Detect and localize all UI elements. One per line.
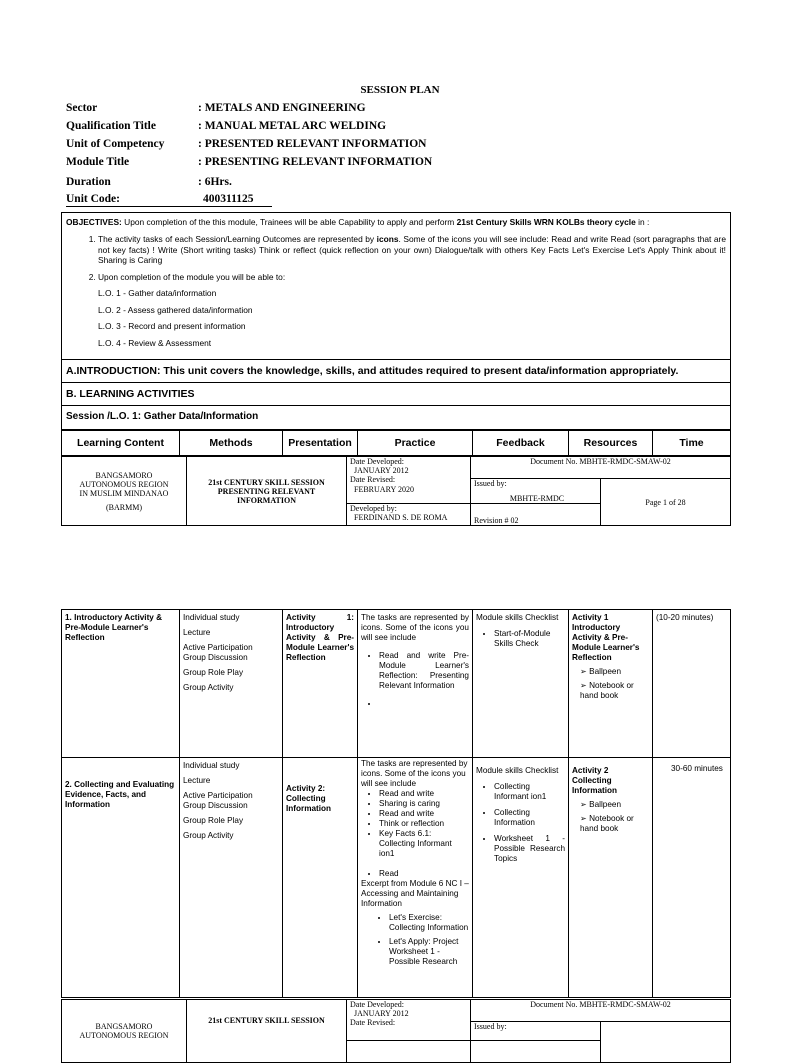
column-header: Practice (358, 431, 473, 456)
footer-org (62, 1000, 187, 1063)
info-label: Qualification Title (66, 120, 156, 132)
resources-title: Activity 1 Introductory Activity & Pre-Module Learner's Reflection (572, 613, 640, 662)
objectives-text-end: in : (635, 217, 650, 227)
info-label: Duration (66, 176, 111, 188)
method-item: Group Discussion (183, 801, 248, 810)
practice-item: • Key Facts 6.1: Collecting Informant ion1 (379, 829, 469, 859)
lo-item: L.O. 2 - Assess gathered data/information (98, 304, 253, 315)
footer-issued (471, 1022, 601, 1041)
resource-item: ➢ Notebook or hand book (580, 814, 649, 834)
methods-cell (180, 610, 283, 758)
footer-dev-label: Developed by: (350, 504, 397, 513)
method-item: Lecture (183, 776, 211, 785)
footer-issued-label: Issued by: (474, 479, 507, 488)
practice-item: • Read and write Pre-Module Learner's Reflection: Presenting Relevant Information (379, 651, 469, 691)
footer-org-line: AUTONOMOUS REGION (79, 479, 169, 489)
method-item: Active Participation (183, 791, 253, 800)
objectives-text: Upon completion of the this module, Trainees will be able Capability to apply and perform (121, 217, 457, 227)
practice-list (379, 869, 469, 879)
info-label: Module Title (66, 156, 130, 168)
column-header: Resources (569, 431, 653, 456)
column-header: Time (653, 431, 731, 456)
footer-issued-value: MBHTE-RMDC (509, 494, 565, 503)
resources-list (580, 800, 649, 834)
resources-list (580, 667, 649, 701)
learning-content-cell: 1. Introductory Activity & Pre-Module Learner's Reflection (62, 610, 180, 758)
footer-title-line: INFORMATION (237, 495, 296, 505)
info-value: : MANUAL METAL ARC WELDING (198, 120, 387, 132)
time-cell: 30-60 minutes (653, 758, 731, 998)
footer-org-line: IN MUSLIM MINDANAO (79, 488, 169, 498)
practice-item: • Read (379, 869, 469, 879)
objective-text: Upon completion of the module you will be able to: (98, 271, 286, 282)
footer-developer (347, 1041, 471, 1063)
objectives-bold: 21st Century Skills WRN KOLBs theory cycle (456, 217, 636, 227)
footer-title-line: 21st CENTURY SKILL SESSION (208, 1016, 325, 1025)
practice-item: • Read and write (379, 809, 469, 819)
method-item: Group Role Play (183, 816, 244, 825)
resource-item: ➢ Notebook or hand book (580, 681, 649, 701)
objective-text: The activity tasks of each Session/Learning Outcomes are represented by (98, 234, 377, 245)
footer-date-label: Date Developed: (350, 457, 404, 466)
table-row (62, 610, 731, 758)
session-heading: Session /L.O. 1: Gather Data/Information (61, 406, 731, 430)
footer-title-line: 21st CENTURY SKILL SESSION (208, 477, 325, 487)
objectives-lead (66, 217, 726, 228)
feedback-item: • Worksheet 1 - Possible Research Topics (494, 834, 565, 864)
footer-dev-value: FERDINAND S. DE ROMA (354, 513, 448, 523)
footer-date-value: JANUARY 2012 (354, 466, 409, 476)
feedback-list (494, 782, 565, 864)
footer-page (601, 1022, 731, 1063)
footer-page: Page 1 of 28 (601, 479, 731, 526)
objectives-label: OBJECTIVES: (66, 217, 122, 227)
activity-table (61, 609, 731, 998)
introduction: A.INTRODUCTION: This unit covers the knowledge, skills, and attitudes required to present data/information appropriately. (61, 360, 731, 383)
footer-dates (347, 457, 471, 504)
method-item: Individual study (183, 761, 240, 770)
info-value: : PRESENTED RELEVANT INFORMATION (198, 138, 427, 150)
objectives-list (98, 234, 726, 348)
footer-date-value: JANUARY 2012 (354, 1009, 409, 1019)
practice-excerpt: Excerpt from Module 6 NC I – Accessing and Maintaining Information (361, 879, 469, 908)
resources-cell (569, 758, 653, 998)
resource-item: ➢ Ballpeen (580, 800, 649, 810)
footer-date-value: FEBRUARY 2020 (354, 484, 414, 494)
footer-revision: Revision # 02 (471, 504, 601, 526)
resource-item: ➢ Ballpeen (580, 667, 649, 677)
practice-cell (358, 758, 473, 998)
method-item: Group Activity (183, 683, 234, 692)
footer-issued-label: Issued by: (474, 1022, 507, 1031)
resources-title: Activity 2 Collecting Information (572, 766, 618, 795)
footer-title-line: PRESENTING RELEVANT (217, 486, 316, 496)
info-row-unit-code (66, 193, 272, 207)
page-footer-2 (61, 999, 731, 1063)
method-item: Group Role Play (183, 668, 244, 677)
footer-dates (347, 1000, 471, 1041)
info-label: Sector (66, 102, 98, 114)
footer-title (187, 1000, 347, 1063)
feedback-item: • Collecting Information (494, 808, 565, 828)
practice-list (379, 651, 469, 709)
feedback-item: • Start-of-Module Skills Check (494, 629, 565, 649)
footer-developer (347, 504, 471, 526)
column-header-table (61, 430, 731, 456)
column-header: Methods (180, 431, 283, 456)
learning-content-cell: 2. Collecting and Evaluating Evidence, Facts, and Information (62, 758, 180, 998)
info-label: Unit Code: (66, 193, 120, 205)
page-footer (61, 456, 731, 526)
objectives-box (61, 212, 731, 360)
practice-list (379, 789, 469, 859)
footer-date-label: Date Revised: (350, 1018, 396, 1028)
table-row (62, 758, 731, 998)
lo-item: L.O. 1 - Gather data/information (98, 288, 217, 299)
column-header: Feedback (473, 431, 569, 456)
practice-item: • Let's Apply: Project Worksheet 1 - Possible Research (389, 937, 469, 967)
info-value: : 6Hrs. (198, 176, 232, 188)
page-title: SESSION PLAN (360, 84, 440, 96)
method-item: Group Discussion (183, 653, 248, 662)
resources-cell (569, 610, 653, 758)
feedback-list (494, 629, 565, 649)
learning-activities-heading: B. LEARNING ACTIVITIES (61, 383, 731, 406)
lo-item: L.O. 4 - Review & Assessment (98, 337, 212, 348)
info-label: Unit of Competency (66, 138, 165, 150)
footer-issued (471, 479, 601, 504)
method-item: Lecture (183, 628, 211, 637)
footer-org-line: AUTONOMOUS REGION (79, 1031, 169, 1040)
footer-org-line: (BARMM) (105, 502, 142, 512)
lo-item: L.O. 3 - Record and present information (98, 321, 246, 332)
footer-org-line: BANGSAMORO (95, 470, 153, 480)
presentation-cell: Activity 2: Collecting Information (283, 758, 358, 998)
presentation-cell: Activity 1: Introductory Activity & Pre-Module Learner's Reflection (283, 610, 358, 758)
footer-doc-number: Document No. MBHTE-RMDC-SMAW-02 (471, 1000, 731, 1022)
footer-title (187, 457, 347, 526)
practice-list (389, 913, 469, 967)
info-value: 400311125 (203, 193, 254, 205)
feedback-cell (473, 758, 569, 998)
footer-org (62, 457, 187, 526)
time-cell: (10-20 minutes) (653, 610, 731, 758)
footer-date-label: Date Developed: (350, 1000, 404, 1009)
objective-item (98, 234, 726, 266)
method-item: Individual study (183, 613, 240, 622)
info-value: : PRESENTING RELEVANT INFORMATION (198, 156, 433, 168)
footer-revision (471, 1041, 601, 1063)
feedback-cell (473, 610, 569, 758)
objective-item (98, 272, 726, 349)
method-item: Group Activity (183, 831, 234, 840)
practice-item: • Read and write (379, 789, 469, 799)
column-header: Learning Content (62, 431, 180, 456)
practice-item (379, 699, 469, 709)
practice-intro: The tasks are represented by icons. Some of the icons you will see include (361, 613, 469, 642)
feedback-intro: Module skills Checklist (476, 613, 559, 622)
practice-item: • Think or reflection (379, 819, 469, 829)
column-header: Presentation (283, 431, 358, 456)
feedback-intro: Module skills Checklist (476, 766, 559, 775)
practice-item: • Sharing is caring (379, 799, 469, 809)
practice-intro: The tasks are represented by icons. Some of the icons you will see include (361, 759, 468, 788)
objective-text-end: . Some of the icons you will see include: Read and write Read (sort paragraphs that are not key facts) ! Write (Short writing tasks) Think or reflect (quick reflection on your own) Dialogue/talk with others Key Facts Let's Exercise Let's Apply Think about it! Sharing is Caring (98, 234, 726, 266)
feedback-item: • Collecting Informant ion1 (494, 782, 565, 802)
method-item: Active Participation (183, 643, 253, 652)
footer-date-label: Date Revised: (350, 475, 396, 485)
methods-cell (180, 758, 283, 998)
info-value: : METALS AND ENGINEERING (198, 102, 366, 114)
objective-bold: icons (376, 234, 399, 245)
footer-doc-number: Document No. MBHTE-RMDC-SMAW-02 (471, 457, 731, 479)
column-header-row (62, 431, 731, 456)
footer-org-line: BANGSAMORO (95, 1022, 153, 1031)
practice-item: • Let's Exercise: Collecting Information (389, 913, 469, 933)
practice-cell (358, 610, 473, 758)
